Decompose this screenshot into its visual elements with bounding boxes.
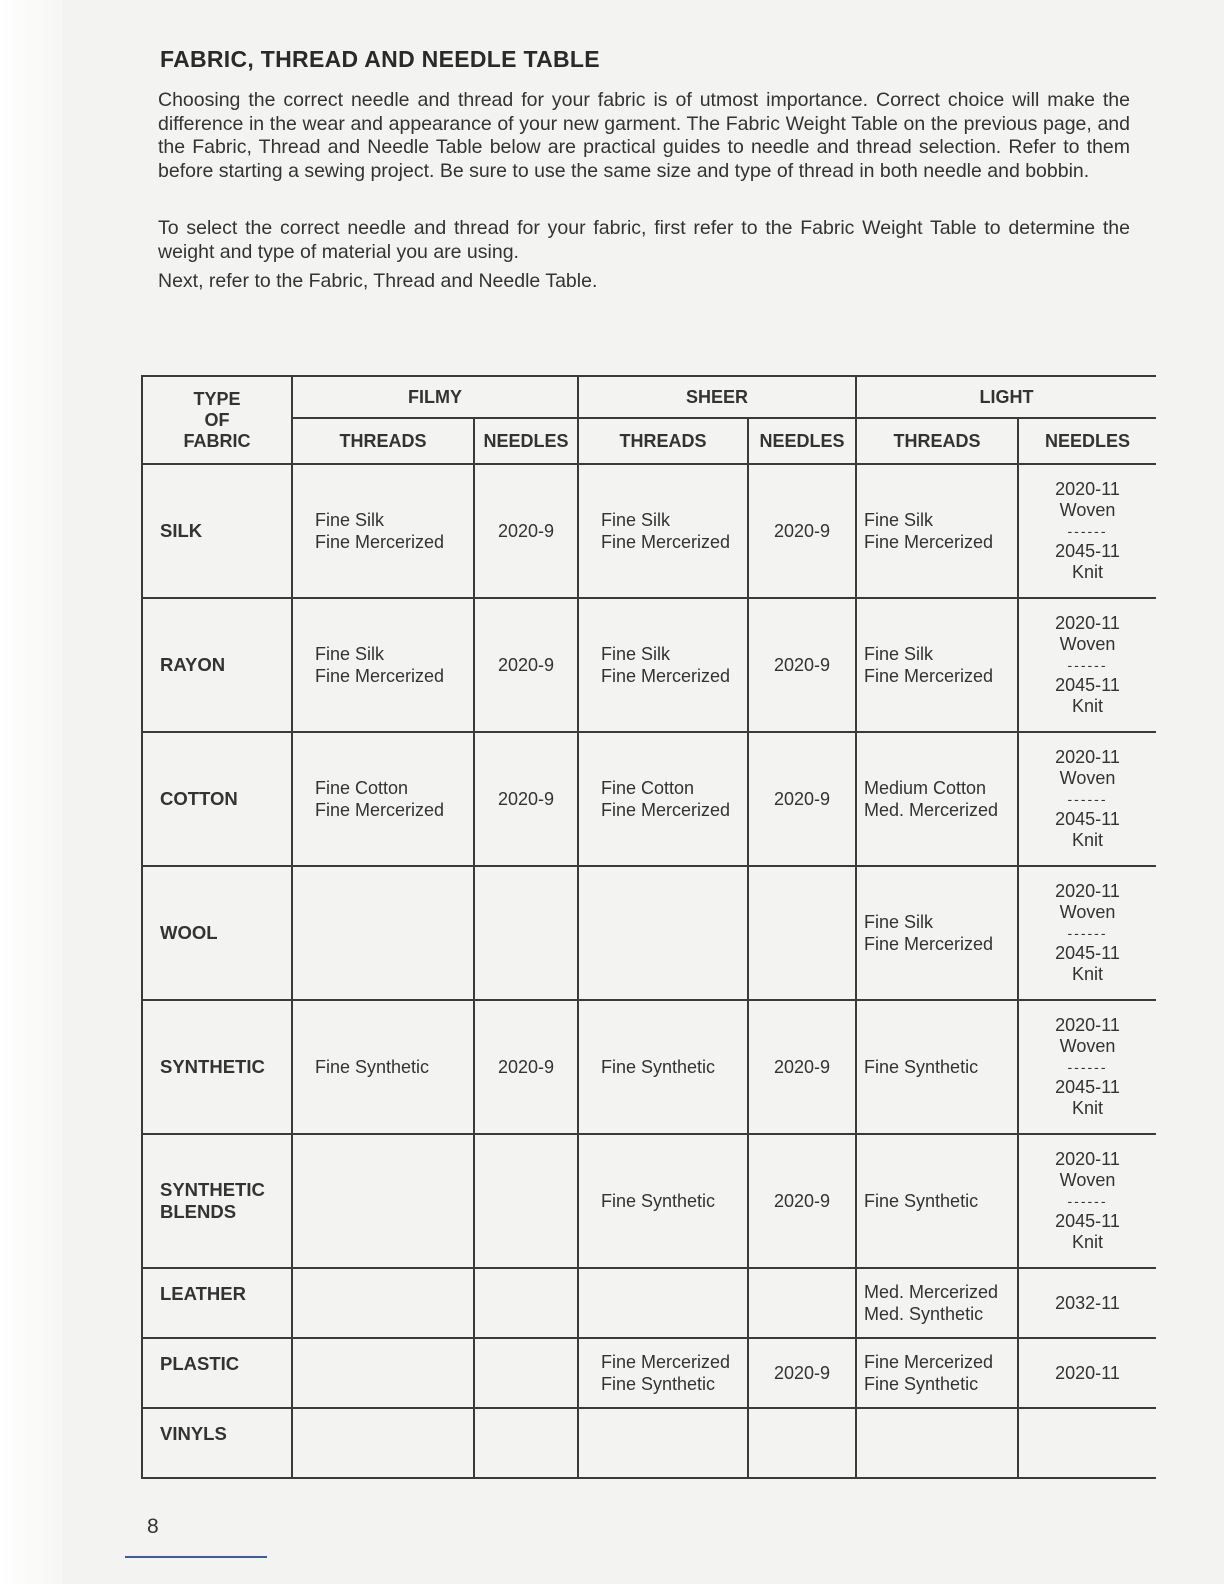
filmy-threads <box>292 1408 474 1478</box>
sheer-needles: 2020-9 <box>748 598 856 732</box>
sheer-needles: 2020-9 <box>748 1134 856 1268</box>
sheer-threads <box>578 866 748 1000</box>
sheer-threads: Fine Synthetic <box>578 1134 748 1268</box>
sheer-threads <box>578 1268 748 1338</box>
filmy-threads <box>292 1338 474 1408</box>
filmy-threads: Fine Silk Fine Mercerized <box>292 598 474 732</box>
sheer-threads: Fine Silk Fine Mercerized <box>578 464 748 598</box>
sheer-needles: 2020-9 <box>748 1000 856 1134</box>
light-needles: 2020-11 Woven ------ 2045-11 Knit <box>1018 598 1156 732</box>
table-row <box>142 1338 1156 1408</box>
fabric-type: PLASTIC <box>142 1338 292 1408</box>
subheader-threads: THREADS <box>292 418 474 464</box>
fabric-type: SILK <box>142 464 292 598</box>
sheer-needles: 2020-9 <box>748 732 856 866</box>
light-needles: 2020-11 Woven ------ 2045-11 Knit <box>1018 1134 1156 1268</box>
filmy-needles: 2020-9 <box>474 598 578 732</box>
light-threads <box>856 1408 1018 1478</box>
filmy-needles <box>474 1134 578 1268</box>
sheer-needles <box>748 866 856 1000</box>
light-needles: 2020-11 Woven ------ 2045-11 Knit <box>1018 866 1156 1000</box>
filmy-threads <box>292 1134 474 1268</box>
underline-mark <box>125 1556 267 1558</box>
page-title: FABRIC, THREAD AND NEEDLE TABLE <box>160 46 600 72</box>
sheer-needles <box>748 1268 856 1338</box>
light-threads: Fine Synthetic <box>856 1134 1018 1268</box>
table-row <box>142 866 1156 1000</box>
filmy-needles: 2020-9 <box>474 1000 578 1134</box>
light-needles: 2020-11 Woven ------ 2045-11 Knit <box>1018 732 1156 866</box>
subheader-needles: NEEDLES <box>1018 418 1156 464</box>
table-row <box>142 1134 1156 1268</box>
filmy-threads: Fine Synthetic <box>292 1000 474 1134</box>
subheader-threads: THREADS <box>856 418 1018 464</box>
fabric-type: SYNTHETIC <box>142 1000 292 1134</box>
light-threads: Medium Cotton Med. Mercerized <box>856 732 1018 866</box>
group-header-light: LIGHT <box>856 376 1156 418</box>
table-row <box>142 598 1156 732</box>
instruction-paragraph: To select the correct needle and thread for your fabric, first refer to the Fabric Weight Table to determine the weight and type of material you are using. <box>158 217 1130 263</box>
filmy-needles <box>474 1338 578 1408</box>
table-row <box>142 1268 1156 1338</box>
table-row <box>142 732 1156 866</box>
next-step-paragraph: Next, refer to the Fabric, Thread and Needle Table. <box>158 270 598 292</box>
light-threads: Fine Silk Fine Mercerized <box>856 598 1018 732</box>
subheader-needles: NEEDLES <box>474 418 578 464</box>
fabric-rows <box>142 464 1156 1268</box>
fabric-type: LEATHER <box>142 1268 292 1338</box>
sheer-threads: Fine Silk Fine Mercerized <box>578 598 748 732</box>
light-needles: 2032-11 <box>1018 1268 1156 1338</box>
fabric-type: VINYLS <box>142 1408 292 1478</box>
table-row <box>142 1000 1156 1134</box>
table-header-row <box>142 376 1156 418</box>
filmy-threads: Fine Silk Fine Mercerized <box>292 464 474 598</box>
sheer-threads: Fine Cotton Fine Mercerized <box>578 732 748 866</box>
sheer-needles: 2020-9 <box>748 464 856 598</box>
page-edge <box>0 0 62 1584</box>
light-needles: 2020-11 Woven ------ 2045-11 Knit <box>1018 1000 1156 1134</box>
filmy-threads <box>292 1268 474 1338</box>
sheer-threads: Fine Synthetic <box>578 1000 748 1134</box>
group-header-sheer: SHEER <box>578 376 856 418</box>
sheer-needles <box>748 1408 856 1478</box>
filmy-needles <box>474 1268 578 1338</box>
table-row <box>142 464 1156 598</box>
light-threads: Fine Silk Fine Mercerized <box>856 866 1018 1000</box>
fabric-type: WOOL <box>142 866 292 1000</box>
fabric-type: SYNTHETIC BLENDS <box>142 1134 292 1268</box>
sheer-needles: 2020-9 <box>748 1338 856 1408</box>
light-needles <box>1018 1408 1156 1478</box>
filmy-needles: 2020-9 <box>474 732 578 866</box>
sheer-threads <box>578 1408 748 1478</box>
light-threads: Med. Mercerized Med. Synthetic <box>856 1268 1018 1338</box>
group-header-filmy: FILMY <box>292 376 578 418</box>
page-number: 8 <box>147 1515 159 1538</box>
type-of-fabric-header: TYPE OF FABRIC <box>142 376 292 464</box>
light-threads: Fine Synthetic <box>856 1000 1018 1134</box>
sheer-threads: Fine Mercerized Fine Synthetic <box>578 1338 748 1408</box>
filmy-needles: 2020-9 <box>474 464 578 598</box>
subheader-threads: THREADS <box>578 418 748 464</box>
fabric-type: RAYON <box>142 598 292 732</box>
filmy-threads: Fine Cotton Fine Mercerized <box>292 732 474 866</box>
subheader-needles: NEEDLES <box>748 418 856 464</box>
filmy-threads <box>292 866 474 1000</box>
light-needles: 2020-11 Woven ------ 2045-11 Knit <box>1018 464 1156 598</box>
fabric-type: COTTON <box>142 732 292 866</box>
light-threads: Fine Mercerized Fine Synthetic <box>856 1338 1018 1408</box>
intro-paragraph: Choosing the correct needle and thread for your fabric is of utmost importance. Correct choice will make the difference in the wear and appearance of your new garment. The Fabric Weight Table on the previous page, and the Fabric, Thread and Needle Table below are practical guides to needle and thread selection. Refer to them before starting a sewing project. Be sure to use the same size and type of thread in both needle and bobbin. <box>158 89 1130 182</box>
table-row <box>142 1408 1156 1478</box>
light-threads: Fine Silk Fine Mercerized <box>856 464 1018 598</box>
fabric-thread-needle-table <box>141 375 1156 1479</box>
table-subheader-row <box>142 418 1156 464</box>
filmy-needles <box>474 1408 578 1478</box>
light-needles: 2020-11 <box>1018 1338 1156 1408</box>
filmy-needles <box>474 866 578 1000</box>
